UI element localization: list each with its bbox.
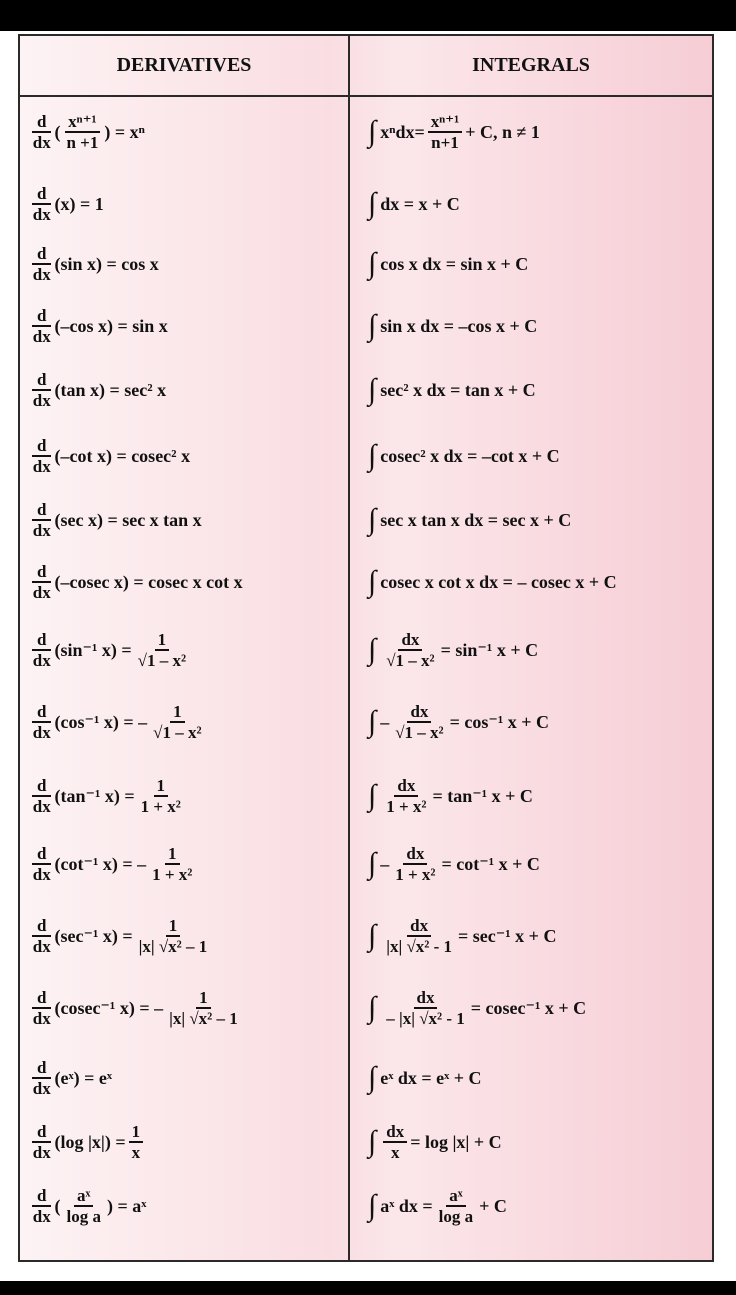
d-dx-numerator: d [32, 1122, 51, 1143]
d-dx-numerator: d [32, 844, 51, 865]
derivative-expression: (sin x) = cos x [54, 253, 159, 274]
d-dx-numerator: d [32, 112, 51, 133]
d-dx-operator [32, 1122, 51, 1162]
integral-suffix: = cosec⁻¹ x + C [470, 997, 587, 1018]
d-dx-operator [32, 1058, 51, 1098]
derivative-fraction [138, 776, 184, 816]
integral-denominator: |x| √x² - 1 [386, 937, 453, 956]
derivative-formula [32, 836, 198, 892]
integral-suffix: = log |x| + C [410, 1131, 502, 1152]
derivative-formula [32, 980, 244, 1036]
integral-sign-icon: ∫ [368, 847, 377, 880]
integral-suffix: = sec⁻¹ x + C [458, 925, 557, 946]
integral-suffix: = tan⁻¹ x + C [432, 785, 533, 806]
d-dx-denominator: dx [32, 391, 51, 410]
derivative-formula [32, 768, 187, 824]
d-dx-numerator: d [32, 500, 51, 521]
integral-numerator: xⁿ⁺¹ [428, 112, 462, 133]
formula-row [20, 362, 712, 422]
integral-denominator: n+1 [431, 133, 459, 152]
integral-expression: sec x tan x dx = sec x + C [380, 509, 572, 530]
integral-formula [368, 298, 537, 354]
derivative-formula [32, 492, 202, 548]
derivative-expression: (–cos x) = sin x [54, 315, 168, 336]
d-dx-numerator: d [32, 702, 51, 723]
d-dx-denominator: dx [32, 521, 51, 540]
integral-suffix: = cos⁻¹ x + C [449, 711, 550, 732]
d-dx-operator [32, 988, 51, 1028]
d-dx-numerator: d [32, 1058, 51, 1079]
integral-sign-icon: ∫ [368, 1125, 377, 1158]
integral-formula [368, 236, 528, 292]
d-dx-denominator: dx [32, 205, 51, 224]
integral-sign-icon: ∫ [368, 565, 377, 598]
d-dx-numerator: d [32, 916, 51, 937]
integral-formula [368, 1050, 482, 1106]
formula-row [20, 768, 712, 828]
derivative-fraction [63, 1186, 103, 1226]
integral-formula [368, 492, 571, 548]
derivative-denominator: log a [66, 1207, 101, 1226]
formula-row [20, 492, 712, 552]
d-dx-operator [32, 702, 51, 742]
integral-formula [368, 1178, 507, 1234]
derivative-formula [32, 1178, 146, 1234]
derivative-formula [32, 176, 104, 232]
derivative-formula [32, 694, 208, 750]
d-dx-numerator: d [32, 988, 51, 1009]
formula-row [20, 104, 712, 164]
d-dx-operator [32, 630, 51, 670]
derivative-prefix: ( [54, 121, 61, 142]
derivative-numerator: 1 [154, 776, 169, 797]
integral-formula [368, 554, 617, 610]
formula-row [20, 980, 712, 1040]
d-dx-denominator: dx [32, 133, 51, 152]
d-dx-operator [32, 244, 51, 284]
integral-formula [368, 836, 540, 892]
integral-expression: cos x dx = sin x + C [380, 253, 529, 274]
d-dx-denominator: dx [32, 865, 51, 884]
integral-fraction [383, 776, 429, 816]
derivative-numerator: 1 [129, 1122, 144, 1143]
integral-sign-icon: ∫ [368, 633, 377, 666]
d-dx-denominator: dx [32, 651, 51, 670]
d-dx-operator [32, 916, 51, 956]
derivative-formula [32, 236, 159, 292]
d-dx-numerator: d [32, 562, 51, 583]
integral-sign-icon: ∫ [368, 705, 377, 738]
formula-row [20, 622, 712, 682]
formula-row [20, 554, 712, 614]
derivative-suffix: ) = xⁿ [104, 121, 145, 142]
integral-fraction [383, 630, 437, 670]
integral-formula [368, 362, 536, 418]
derivative-denominator: |x| √x² – 1 [169, 1009, 238, 1028]
derivative-suffix: ) = aˣ [106, 1195, 147, 1216]
derivative-fraction [129, 1122, 144, 1162]
derivative-numerator: aˣ [74, 1186, 93, 1207]
derivative-expression: (sec x) = sec x tan x [54, 509, 202, 530]
integral-expression: cosec x cot x dx = – cosec x + C [380, 571, 617, 592]
derivative-formula [32, 104, 145, 160]
derivative-expression: (eˣ) = eˣ [54, 1067, 112, 1088]
derivative-numerator: 1 [155, 630, 170, 651]
integral-denominator: 1 + x² [395, 865, 436, 884]
integral-formula [368, 622, 538, 678]
integral-formula [368, 428, 560, 484]
derivative-fraction [149, 844, 195, 884]
integrals-heading: INTEGRALS [472, 54, 590, 76]
formula-row [20, 694, 712, 754]
derivative-prefix: (cosec⁻¹ x) = – [54, 997, 164, 1018]
formula-row [20, 1050, 712, 1110]
d-dx-numerator: d [32, 1186, 51, 1207]
d-dx-operator [32, 776, 51, 816]
derivative-prefix: (tan⁻¹ x) = [54, 785, 135, 806]
integral-suffix: + C [479, 1195, 507, 1216]
d-dx-denominator: dx [32, 1009, 51, 1028]
integral-fraction [392, 844, 438, 884]
formula-row [20, 1178, 712, 1238]
integral-numerator: dx [383, 1122, 407, 1143]
integral-sign-icon: ∫ [368, 503, 377, 536]
integral-sign-icon: ∫ [368, 373, 377, 406]
integral-suffix: + C, n ≠ 1 [465, 121, 540, 142]
integral-denominator: 1 + x² [386, 797, 427, 816]
integral-suffix: = sin⁻¹ x + C [440, 639, 539, 660]
derivative-formula [32, 362, 166, 418]
d-dx-denominator: dx [32, 937, 51, 956]
derivative-formula [32, 908, 213, 964]
integral-fraction [383, 988, 468, 1028]
integral-fraction [436, 1186, 476, 1226]
table-header [20, 36, 712, 97]
integral-sign-icon: ∫ [368, 991, 377, 1024]
derivative-denominator: x [131, 1143, 141, 1162]
formula-row [20, 298, 712, 358]
formula-row [20, 428, 712, 488]
d-dx-denominator: dx [32, 723, 51, 742]
derivative-formula [32, 622, 192, 678]
d-dx-numerator: d [32, 776, 51, 797]
d-dx-operator [32, 184, 51, 224]
derivative-denominator: |x| √x² – 1 [138, 937, 208, 956]
derivative-expression: (x) = 1 [54, 193, 104, 214]
derivative-denominator: 1 + x² [152, 865, 193, 884]
integral-formula [368, 1114, 502, 1170]
integral-prefix: – [380, 853, 390, 874]
integral-denominator: x [390, 1143, 400, 1162]
derivative-fraction [136, 916, 211, 956]
integral-numerator: aˣ [446, 1186, 465, 1207]
formula-row [20, 1114, 712, 1174]
integral-prefix: aˣ dx = [380, 1195, 433, 1216]
d-dx-operator [32, 436, 51, 476]
integral-fraction [428, 112, 462, 152]
derivative-prefix: (sin⁻¹ x) = [54, 639, 132, 660]
integral-sign-icon: ∫ [368, 115, 377, 148]
integral-sign-icon: ∫ [368, 1189, 377, 1222]
formula-row [20, 236, 712, 296]
derivative-fraction [166, 988, 241, 1028]
derivative-prefix: (cos⁻¹ x) = – [54, 711, 148, 732]
d-dx-operator [32, 112, 51, 152]
derivative-numerator: 1 [166, 916, 181, 937]
derivative-expression: (–cot x) = cosec² x [54, 445, 191, 466]
derivative-fraction [135, 630, 189, 670]
integral-numerator: dx [398, 630, 422, 651]
integral-fraction [383, 1122, 407, 1162]
derivative-denominator: 1 + x² [140, 797, 181, 816]
derivative-numerator: xⁿ⁺¹ [65, 112, 99, 133]
d-dx-numerator: d [32, 244, 51, 265]
integral-formula [368, 980, 586, 1036]
d-dx-numerator: d [32, 306, 51, 327]
integral-expression: sec² x dx = tan x + C [380, 379, 536, 400]
derivative-numerator: 1 [170, 702, 185, 723]
integral-fraction [392, 702, 446, 742]
integral-formula [368, 768, 533, 824]
integral-expression: sin x dx = –cos x + C [380, 315, 538, 336]
integral-denominator: √1 – x² [395, 723, 444, 742]
integral-formula [368, 176, 460, 232]
derivative-prefix: ( [54, 1195, 61, 1216]
d-dx-denominator: dx [32, 797, 51, 816]
integral-denominator: log a [438, 1207, 474, 1226]
derivative-numerator: 1 [196, 988, 211, 1009]
d-dx-denominator: dx [32, 265, 51, 284]
d-dx-denominator: dx [32, 1143, 51, 1162]
derivative-formula [32, 1114, 146, 1170]
d-dx-operator [32, 562, 51, 602]
d-dx-operator [32, 1186, 51, 1226]
derivative-fraction [63, 112, 101, 152]
integral-sign-icon: ∫ [368, 439, 377, 472]
integral-numerator: dx [407, 916, 431, 937]
d-dx-denominator: dx [32, 457, 51, 476]
d-dx-denominator: dx [32, 1207, 51, 1226]
derivative-numerator: 1 [165, 844, 180, 865]
integral-numerator: dx [414, 988, 438, 1009]
integral-numerator: dx [403, 844, 427, 865]
derivative-formula [32, 298, 168, 354]
d-dx-denominator: dx [32, 583, 51, 602]
derivative-fraction [150, 702, 204, 742]
derivatives-heading: DERIVATIVES [116, 54, 252, 76]
derivative-formula [32, 554, 243, 610]
derivative-expression: (tan x) = sec² x [54, 379, 167, 400]
integral-formula [368, 694, 549, 750]
integral-expression: dx = x + C [380, 193, 460, 214]
derivative-expression: (–cosec x) = cosec x cot x [54, 571, 243, 592]
d-dx-numerator: d [32, 436, 51, 457]
integral-suffix: = cot⁻¹ x + C [441, 853, 540, 874]
integral-numerator: dx [394, 776, 418, 797]
derivative-prefix: (sec⁻¹ x) = [54, 925, 133, 946]
d-dx-operator [32, 370, 51, 410]
integral-sign-icon: ∫ [368, 309, 377, 342]
formula-row [20, 908, 712, 968]
integral-numerator: dx [407, 702, 431, 723]
integral-fraction [383, 916, 455, 956]
d-dx-operator [32, 844, 51, 884]
integral-prefix: – [380, 711, 390, 732]
formula-row [20, 176, 712, 236]
formula-sheet [0, 31, 736, 1281]
derivative-prefix: (log |x|) = [54, 1131, 126, 1152]
d-dx-denominator: dx [32, 1079, 51, 1098]
integral-sign-icon: ∫ [368, 1061, 377, 1094]
integral-sign-icon: ∫ [368, 247, 377, 280]
integral-formula [368, 908, 556, 964]
integral-expression: cosec² x dx = –cot x + C [380, 445, 560, 466]
integral-sign-icon: ∫ [368, 919, 377, 952]
derivative-denominator: √1 – x² [153, 723, 202, 742]
derivative-prefix: (cot⁻¹ x) = – [54, 853, 147, 874]
derivative-denominator: √1 – x² [137, 651, 187, 670]
integral-denominator: – |x| √x² - 1 [386, 1009, 465, 1028]
integral-prefix: xⁿdx= [380, 121, 425, 142]
integral-formula [368, 104, 540, 160]
d-dx-numerator: d [32, 370, 51, 391]
integral-expression: eˣ dx = eˣ + C [380, 1067, 482, 1088]
derivative-formula [32, 1050, 112, 1106]
formula-table [18, 34, 714, 1262]
integral-sign-icon: ∫ [368, 187, 377, 220]
d-dx-operator [32, 500, 51, 540]
derivative-formula [32, 428, 190, 484]
d-dx-numerator: d [32, 630, 51, 651]
d-dx-denominator: dx [32, 327, 51, 346]
d-dx-operator [32, 306, 51, 346]
integral-sign-icon: ∫ [368, 779, 377, 812]
d-dx-numerator: d [32, 184, 51, 205]
derivative-denominator: n +1 [66, 133, 99, 152]
formula-row [20, 836, 712, 896]
integral-denominator: √1 – x² [386, 651, 435, 670]
